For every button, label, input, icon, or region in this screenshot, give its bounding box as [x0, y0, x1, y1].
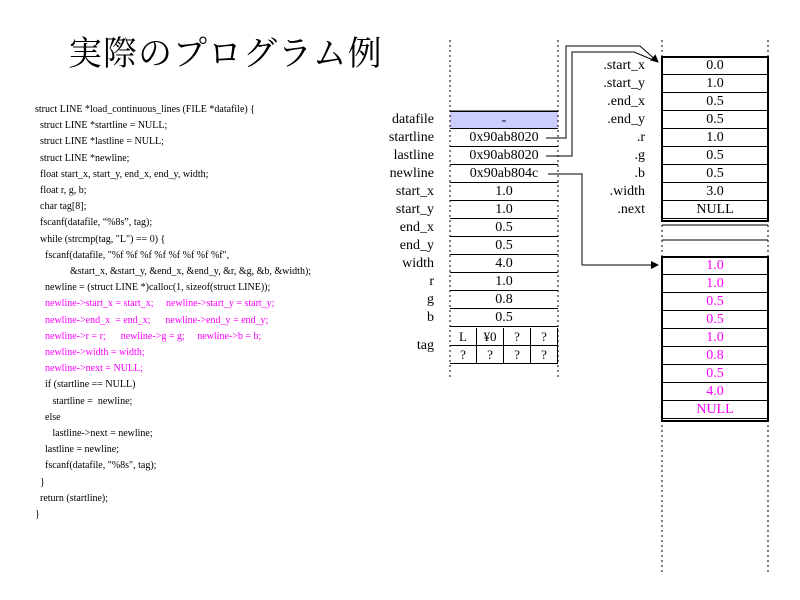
variable-value-start_x: 1.0: [450, 183, 558, 201]
variable-value-end_y: 0.5: [450, 237, 558, 255]
tag-char: ¥0: [477, 328, 504, 346]
code-line: else: [35, 411, 61, 423]
slide-title: 実際のプログラム例: [68, 34, 383, 74]
code-line: lastline = newline;: [35, 444, 119, 456]
code-line: newline->start_x = start_x; newline->start_y = start_y;: [35, 298, 275, 310]
struct-field-label: .end_x: [607, 94, 645, 109]
struct-field-label: .next: [617, 202, 645, 217]
code-line: }: [35, 476, 45, 488]
tag-char: ?: [450, 346, 477, 364]
tag-char: L: [450, 328, 477, 346]
code-line: float r, g, b;: [35, 185, 87, 196]
variable-value-end_x: 0.5: [450, 219, 558, 237]
code-line: }: [35, 509, 40, 520]
struct-field-label: .width: [609, 184, 645, 199]
code-line: if (startline == NULL): [35, 379, 136, 391]
lastline-pointer-arrow: [546, 52, 658, 156]
struct-1-box: [662, 57, 768, 221]
tag-char: ?: [477, 346, 504, 364]
struct-2-value: 0.5: [662, 311, 768, 329]
code-line: newline->width = width;: [35, 347, 145, 358]
variable-value-width: 4.0: [450, 255, 558, 273]
variable-value-newline: 0x90ab804c: [450, 165, 558, 183]
struct-field-label: .b: [634, 166, 645, 181]
variable-label-datafile: datafile: [392, 112, 434, 127]
struct-1-value: 1.0: [662, 75, 768, 93]
variable-value-lastline: 0x90ab8020: [450, 147, 558, 165]
variable-label-start_y: start_y: [395, 202, 434, 217]
code-line: newline->end_x = end_x; newline->end_y = end_y;: [35, 314, 269, 326]
variable-label-end_y: end_y: [399, 238, 434, 253]
code-line: fscanf(datafile, "%8s", tag);: [35, 460, 157, 472]
struct-2-box: [662, 257, 768, 421]
struct-2-value: 1.0: [662, 257, 768, 275]
variable-label-startline: startline: [388, 130, 434, 145]
struct-1-value: NULL: [662, 201, 768, 219]
tag-char: ?: [531, 328, 558, 346]
code-line: return (startline);: [35, 492, 109, 504]
struct-2-value: 1.0: [662, 275, 768, 293]
variable-value-datafile: -: [450, 111, 558, 129]
code-line: newline->r = r; newline->g = g; newline->b = b;: [35, 330, 262, 342]
struct-2-value: 4.0: [662, 383, 768, 401]
struct-field-label: .start_y: [603, 76, 645, 91]
variable-label-r: r: [429, 274, 434, 289]
struct-1-value: 0.5: [662, 93, 768, 111]
variable-label-tag: tag: [416, 338, 434, 353]
tag-char: ?: [504, 346, 531, 364]
variable-value-start_y: 1.0: [450, 201, 558, 219]
struct-field-label: .r: [636, 130, 645, 145]
struct-2-value: 0.8: [662, 347, 768, 365]
code-line: newline->next = NULL;: [35, 363, 143, 375]
struct-1-value: 0.0: [662, 57, 768, 75]
code-line: char tag[8];: [35, 201, 87, 213]
code-line: struct LINE *load_continuous_lines (FILE *datafile) {: [35, 104, 256, 115]
variable-label-start_x: start_x: [395, 184, 434, 199]
code-line: struct LINE *lastline = NULL;: [35, 136, 164, 148]
struct-2-value: 0.5: [662, 293, 768, 311]
variable-label-b: b: [427, 310, 434, 325]
struct-field-label: .start_x: [603, 58, 645, 73]
struct-1-value: 3.0: [662, 183, 768, 201]
code-line: struct LINE *newline;: [35, 152, 130, 164]
variable-value-startline: 0x90ab8020: [450, 129, 558, 147]
variable-label-width: width: [402, 256, 434, 271]
newline-pointer-arrow: [548, 174, 658, 265]
variable-label-end_x: end_x: [399, 220, 434, 235]
code-line: float start_x, start_y, end_x, end_y, width;: [35, 168, 209, 180]
startline-pointer-arrow: [546, 46, 658, 138]
struct-field-label: .end_y: [607, 112, 645, 127]
struct-1-value: 1.0: [662, 129, 768, 147]
code-line: fscanf(datafile, “%8s”, tag);: [35, 217, 153, 229]
struct-1-value: 0.5: [662, 111, 768, 129]
code-line: lastline->next = newline;: [35, 428, 153, 439]
struct-1-value: 0.5: [662, 147, 768, 165]
variable-value-r: 1.0: [450, 273, 558, 291]
code-line: &start_x, &start_y, &end_x, &end_y, &r, &g, &b, &width);: [35, 266, 312, 277]
variable-label-newline: newline: [389, 166, 434, 181]
code-line: struct LINE *startline = NULL;: [35, 120, 168, 132]
struct-2-value: 1.0: [662, 329, 768, 347]
variable-value-g: 0.8: [450, 291, 558, 309]
struct-field-label: .g: [634, 148, 645, 163]
struct-2-value: NULL: [662, 401, 768, 419]
variable-label-lastline: lastline: [393, 148, 434, 163]
tag-char: ?: [504, 328, 531, 346]
variable-label-g: g: [427, 292, 434, 307]
code-line: startline = newline;: [35, 395, 133, 407]
code-line: fscanf(datafile, "%f %f %f %f %f %f %f %f",: [35, 249, 230, 261]
struct-1-value: 0.5: [662, 165, 768, 183]
variable-value-b: 0.5: [450, 309, 558, 327]
tag-char: ?: [531, 346, 558, 364]
code-line: while (strcmp(tag, "L") == 0) {: [35, 233, 166, 245]
struct-2-value: 0.5: [662, 365, 768, 383]
code-line: newline = (struct LINE *)calloc(1, sizeof(struct LINE));: [35, 282, 271, 294]
